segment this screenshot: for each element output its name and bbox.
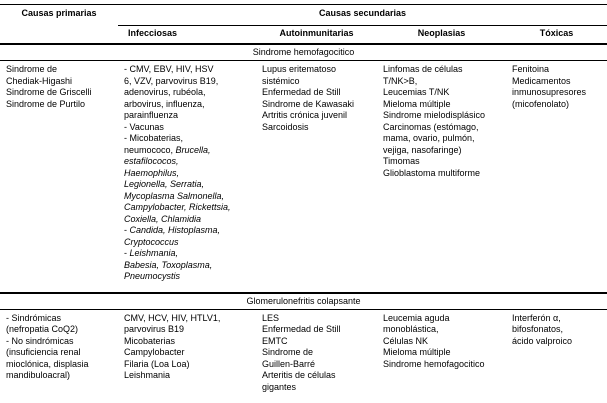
text-run: - bbox=[124, 225, 130, 235]
italic-text-run: Leishmania, bbox=[129, 248, 179, 258]
italic-text-run: Legionella, Serratia, bbox=[124, 179, 205, 189]
text-line bbox=[124, 336, 252, 348]
text-line bbox=[383, 336, 502, 348]
italic-text-run: Haemophilus, bbox=[124, 167, 180, 178]
text-run: T/NK>B, bbox=[383, 75, 418, 86]
text-run: Sindrome de Kawasaki bbox=[262, 98, 355, 109]
text-run: Chediak-Higashi bbox=[6, 75, 73, 86]
text-line bbox=[6, 336, 114, 348]
text-run: Sindrome de bbox=[6, 64, 58, 74]
text-line bbox=[512, 313, 603, 325]
section-title-row bbox=[0, 44, 607, 61]
text-run: Mieloma múltiple bbox=[383, 347, 451, 357]
text-line bbox=[124, 122, 252, 134]
text-run: Sindrome de Purtilo bbox=[6, 98, 86, 109]
text-line bbox=[262, 370, 373, 382]
text-line bbox=[124, 145, 252, 157]
section-title-row bbox=[0, 293, 607, 310]
text-line bbox=[262, 347, 373, 359]
text-run: Timomas bbox=[383, 156, 420, 166]
text-run: parainfluenza bbox=[124, 110, 179, 120]
section-body-row bbox=[0, 309, 607, 399]
text-run: EMTC bbox=[262, 335, 288, 346]
italic-text-run: Mycoplasma Salmonella, bbox=[124, 190, 225, 201]
text-line bbox=[262, 122, 373, 134]
cell-autoinmunitarias bbox=[256, 309, 377, 399]
text-run: Sarcoidosis bbox=[262, 121, 309, 132]
text-run: ácido valproico bbox=[512, 335, 573, 346]
text-run: Sindrome hemofagocitico bbox=[383, 358, 485, 369]
text-line bbox=[512, 76, 603, 88]
text-line bbox=[262, 359, 373, 371]
text-line bbox=[383, 87, 502, 99]
cell-infecciosas bbox=[118, 61, 256, 293]
text-run: - Micobaterias, bbox=[124, 133, 184, 143]
text-run: Sindrome de Griscelli bbox=[6, 87, 92, 97]
italic-text-run: Cryptococcus bbox=[124, 236, 179, 247]
text-run: (micofenolato) bbox=[512, 98, 570, 109]
text-run: - CMV, EBV, HIV, HSV bbox=[124, 64, 214, 74]
text-line bbox=[124, 191, 252, 203]
text-line bbox=[383, 133, 502, 145]
text-run: Micobaterias bbox=[124, 335, 176, 346]
text-line bbox=[262, 87, 373, 99]
text-line bbox=[262, 324, 373, 336]
table-body bbox=[0, 44, 607, 399]
text-run: Artritis crónica juvenil bbox=[262, 110, 348, 120]
text-line bbox=[6, 313, 114, 325]
text-line bbox=[124, 324, 252, 336]
text-line bbox=[383, 145, 502, 157]
text-run: Mieloma múltiple bbox=[383, 98, 451, 109]
text-run: 6, VZV, parvovirus B19, bbox=[124, 75, 219, 86]
text-line bbox=[124, 76, 252, 88]
text-line bbox=[124, 202, 252, 214]
etiology-table bbox=[0, 4, 607, 399]
text-line bbox=[124, 87, 252, 99]
italic-text-run: Brucella, bbox=[175, 144, 211, 155]
header-toxicas: Tóxicas bbox=[506, 26, 607, 45]
text-run: arbovirus, influenza, bbox=[124, 98, 205, 109]
header-autoinmunitarias: Autoinmunitarias bbox=[256, 26, 377, 45]
text-line bbox=[383, 76, 502, 88]
text-run: vejiga, nasofaringe) bbox=[383, 144, 462, 155]
italic-text-run: Coxiella, Chlamidia bbox=[124, 213, 202, 224]
text-line bbox=[124, 370, 252, 382]
italic-text-run: Campylobacter, Rickettsia, bbox=[124, 202, 231, 212]
text-run: sistémico bbox=[262, 75, 300, 86]
text-line bbox=[383, 168, 502, 180]
text-line bbox=[262, 99, 373, 111]
text-run: Leucemias T/NK bbox=[383, 87, 450, 97]
text-run: Fenitoina bbox=[512, 64, 550, 74]
section-title: Sindrome hemofagocitico bbox=[0, 44, 607, 61]
text-line bbox=[383, 99, 502, 111]
text-run: Sindrome de bbox=[262, 347, 314, 357]
text-run: bifosfonatos, bbox=[512, 324, 564, 334]
text-line bbox=[124, 347, 252, 359]
text-run: Glioblastoma multiforme bbox=[383, 167, 481, 178]
text-line bbox=[512, 87, 603, 99]
text-line bbox=[512, 336, 603, 348]
text-run: neumococo, bbox=[124, 144, 176, 155]
text-line bbox=[124, 260, 252, 272]
text-line bbox=[124, 156, 252, 168]
text-line bbox=[6, 64, 114, 76]
text-line bbox=[383, 324, 502, 336]
text-run: Carcinomas (estómago, bbox=[383, 121, 479, 132]
section-body-row bbox=[0, 61, 607, 293]
text-line bbox=[124, 237, 252, 249]
cell-toxicas bbox=[506, 309, 607, 399]
text-run: Campylobacter bbox=[124, 347, 185, 357]
text-line bbox=[124, 248, 252, 260]
text-line bbox=[124, 179, 252, 191]
cell-neoplasias bbox=[377, 61, 506, 293]
text-line bbox=[383, 110, 502, 122]
text-line bbox=[124, 133, 252, 145]
text-run: Leishmania bbox=[124, 370, 171, 380]
italic-text-run: Candida, Histoplasma, bbox=[129, 225, 221, 235]
text-run: Lupus eritematoso bbox=[262, 64, 337, 74]
text-line bbox=[6, 99, 114, 111]
text-line bbox=[262, 313, 373, 325]
text-line bbox=[124, 359, 252, 371]
cell-autoinmunitarias bbox=[256, 61, 377, 293]
text-run: - Sindrómicas bbox=[6, 312, 62, 323]
cell-primary-causes bbox=[0, 61, 118, 293]
text-line bbox=[124, 271, 252, 283]
italic-text-run: Pneumocystis bbox=[124, 271, 181, 281]
text-run: (insuficiencia renal bbox=[6, 347, 81, 357]
text-run: CMV, HCV, HIV, HTLV1, bbox=[124, 312, 221, 323]
text-run: mandibuloacral) bbox=[6, 370, 71, 380]
text-line bbox=[262, 382, 373, 394]
text-line bbox=[6, 76, 114, 88]
text-line bbox=[383, 156, 502, 168]
italic-text-run: estafilococos, bbox=[124, 156, 179, 166]
text-line bbox=[124, 64, 252, 76]
italic-text-run: Babesia, Toxoplasma, bbox=[124, 259, 213, 270]
text-run: parvovirus B19 bbox=[124, 324, 185, 334]
text-line bbox=[6, 359, 114, 371]
text-line bbox=[262, 336, 373, 348]
text-run: - Vacunas bbox=[124, 121, 164, 132]
text-run: mioclónica, displasia bbox=[6, 358, 89, 369]
header-neoplasias: Neoplasias bbox=[377, 26, 506, 45]
text-line bbox=[383, 313, 502, 325]
text-run: Guillen-Barré bbox=[262, 358, 316, 369]
text-line bbox=[262, 76, 373, 88]
text-run: Filaria (Loa Loa) bbox=[124, 358, 190, 369]
text-line bbox=[262, 110, 373, 122]
text-run: (nefropatia CoQ2) bbox=[6, 324, 79, 334]
text-run: adenovirus, rubéola, bbox=[124, 87, 206, 97]
text-run: - No sindrómicas bbox=[6, 335, 74, 346]
section-title: Glomerulonefritis colapsante bbox=[0, 293, 607, 310]
text-line bbox=[512, 324, 603, 336]
text-run: Sindrome mielodisplásico bbox=[383, 110, 486, 120]
text-line bbox=[124, 110, 252, 122]
cell-primary-causes bbox=[0, 309, 118, 399]
text-line bbox=[383, 122, 502, 134]
text-run: inmunosupresores bbox=[512, 87, 587, 97]
text-line bbox=[124, 99, 252, 111]
text-line bbox=[6, 87, 114, 99]
text-run: mama, ovario, pulmón, bbox=[383, 133, 475, 143]
text-line bbox=[383, 359, 502, 371]
text-line bbox=[6, 370, 114, 382]
text-run: Interferón α, bbox=[512, 312, 561, 323]
text-line bbox=[124, 168, 252, 180]
primary-causes-header: Causas primarias bbox=[21, 8, 97, 18]
text-run: LES bbox=[262, 312, 280, 323]
cell-toxicas bbox=[506, 61, 607, 293]
text-line bbox=[383, 347, 502, 359]
text-run: Arteritis de células bbox=[262, 370, 336, 380]
cell-neoplasias bbox=[377, 309, 506, 399]
text-run: monoblástica, bbox=[383, 324, 439, 334]
text-line bbox=[512, 64, 603, 76]
text-run: gigantes bbox=[262, 381, 297, 392]
text-run: Enfermedad de Still bbox=[262, 87, 341, 97]
text-line bbox=[262, 64, 373, 76]
text-run: Células NK bbox=[383, 335, 429, 346]
text-run: Leucemia aguda bbox=[383, 312, 450, 323]
text-run: Enfermedad de Still bbox=[262, 324, 341, 334]
text-line bbox=[6, 324, 114, 336]
text-line bbox=[124, 313, 252, 325]
text-run: Linfomas de células bbox=[383, 64, 463, 74]
text-line bbox=[124, 214, 252, 226]
text-run: Medicamentos bbox=[512, 75, 571, 86]
text-line bbox=[124, 225, 252, 237]
empty-header-cell bbox=[0, 26, 118, 45]
header-infecciosas: Infecciosas bbox=[118, 26, 256, 45]
text-line bbox=[512, 99, 603, 111]
text-line bbox=[6, 347, 114, 359]
top-header-row bbox=[0, 5, 607, 26]
text-line bbox=[383, 64, 502, 76]
sub-header-row bbox=[0, 26, 607, 45]
cell-infecciosas bbox=[118, 309, 256, 399]
secondary-causes-header: Causas secundarias bbox=[118, 5, 607, 26]
text-run: - bbox=[124, 248, 130, 258]
